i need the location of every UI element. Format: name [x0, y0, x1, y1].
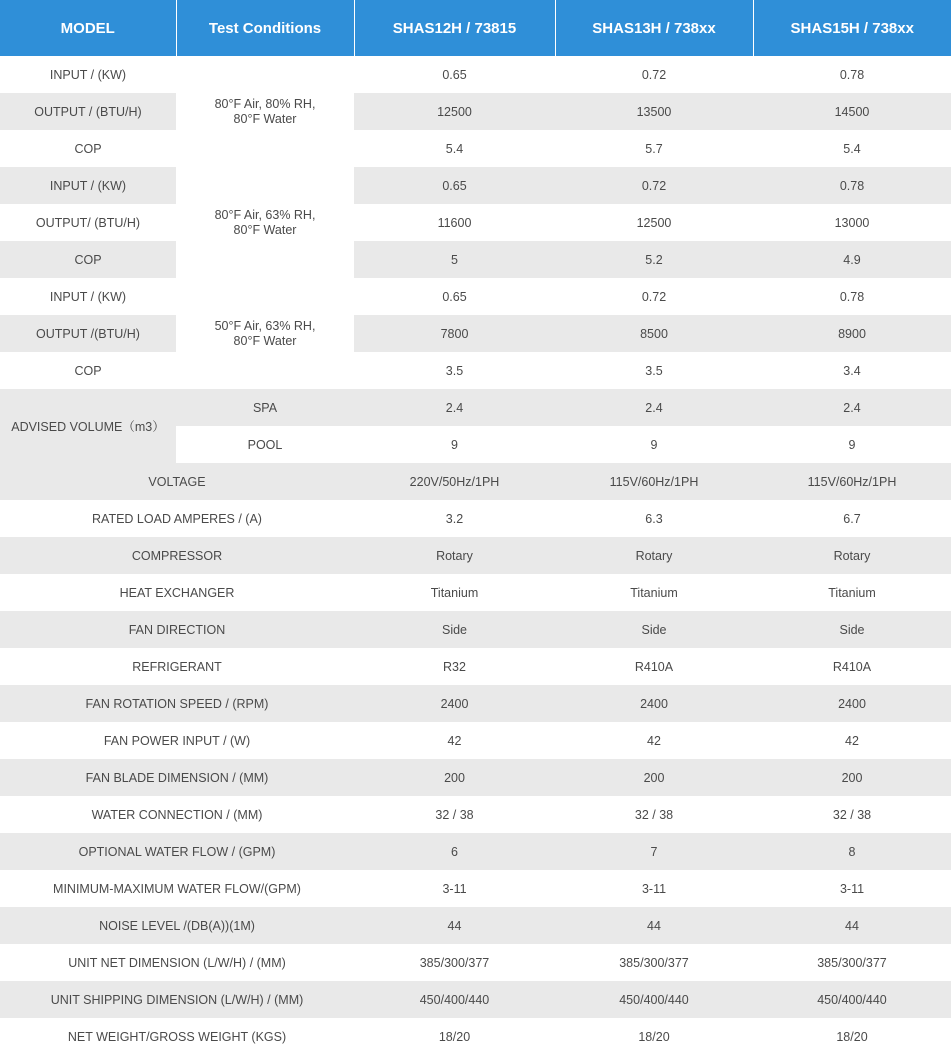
- value-cell: 2400: [354, 685, 555, 722]
- table-row: [0, 759, 951, 796]
- row-label: COP: [0, 352, 176, 389]
- value-cell: Side: [354, 611, 555, 648]
- row-label: COP: [0, 241, 176, 278]
- value-cell: 4.9: [753, 241, 951, 278]
- value-cell: 9: [354, 426, 555, 463]
- value-cell: 5.4: [354, 130, 555, 167]
- value-cell: 12500: [354, 93, 555, 130]
- value-cell: 3.2: [354, 500, 555, 537]
- table-header: [0, 0, 951, 56]
- table-row: [0, 722, 951, 759]
- value-cell: R32: [354, 648, 555, 685]
- value-cell: 115V/60Hz/1PH: [753, 463, 951, 500]
- table-row: [0, 500, 951, 537]
- value-cell: 5.2: [555, 241, 753, 278]
- row-label: WATER CONNECTION / (MM): [0, 796, 354, 833]
- table-row: [0, 833, 951, 870]
- value-cell: 44: [753, 907, 951, 944]
- table-row: [0, 574, 951, 611]
- header-model-shas15h: SHAS15H / 738xx: [753, 0, 951, 56]
- value-cell: 450/400/440: [753, 981, 951, 1018]
- value-cell: 0.72: [555, 56, 753, 93]
- row-label: FAN DIRECTION: [0, 611, 354, 648]
- table-row: [0, 1018, 951, 1055]
- value-cell: 385/300/377: [354, 944, 555, 981]
- row-label: OUTPUT /(BTU/H): [0, 315, 176, 352]
- row-label: COP: [0, 130, 176, 167]
- advised-volume-sub: SPA: [176, 389, 354, 426]
- value-cell: 18/20: [555, 1018, 753, 1055]
- value-cell: 385/300/377: [753, 944, 951, 981]
- header-test-conditions: Test Conditions: [176, 0, 354, 56]
- value-cell: 3.5: [555, 352, 753, 389]
- value-cell: 2.4: [753, 389, 951, 426]
- row-label: FAN BLADE DIMENSION / (MM): [0, 759, 354, 796]
- test-condition-line: 80°F Air, 80% RH,: [214, 96, 316, 111]
- value-cell: 3.4: [753, 352, 951, 389]
- value-cell: Side: [753, 611, 951, 648]
- row-label: FAN POWER INPUT / (W): [0, 722, 354, 759]
- value-cell: 2.4: [354, 389, 555, 426]
- value-cell: 200: [354, 759, 555, 796]
- table-row: [0, 944, 951, 981]
- value-cell: 3-11: [753, 870, 951, 907]
- value-cell: 18/20: [354, 1018, 555, 1055]
- value-cell: 42: [354, 722, 555, 759]
- value-cell: 6.7: [753, 500, 951, 537]
- table-row: [0, 870, 951, 907]
- table-row: [0, 611, 951, 648]
- value-cell: 7: [555, 833, 753, 870]
- advised-volume-label: ADVISED VOLUME（m3）: [0, 389, 176, 463]
- table-row: [0, 981, 951, 1018]
- table-row: [0, 463, 951, 500]
- test-condition-line: 80°F Water: [233, 111, 297, 126]
- row-label: HEAT EXCHANGER: [0, 574, 354, 611]
- row-label: OPTIONAL WATER FLOW / (GPM): [0, 833, 354, 870]
- value-cell: 32 / 38: [555, 796, 753, 833]
- value-cell: 42: [555, 722, 753, 759]
- value-cell: 3.5: [354, 352, 555, 389]
- value-cell: 3-11: [354, 870, 555, 907]
- value-cell: 200: [753, 759, 951, 796]
- value-cell: 9: [753, 426, 951, 463]
- table-row: [0, 56, 951, 93]
- value-cell: 0.78: [753, 56, 951, 93]
- table-row: [0, 130, 951, 167]
- row-label: OUTPUT / (BTU/H): [0, 93, 176, 130]
- value-cell: 18/20: [753, 1018, 951, 1055]
- test-condition: [176, 56, 354, 167]
- value-cell: 6: [354, 833, 555, 870]
- row-label: UNIT NET DIMENSION (L/W/H) / (MM): [0, 944, 354, 981]
- header-row: [0, 0, 951, 56]
- value-cell: 0.65: [354, 56, 555, 93]
- value-cell: 5: [354, 241, 555, 278]
- value-cell: 2.4: [555, 389, 753, 426]
- value-cell: 0.65: [354, 167, 555, 204]
- value-cell: 450/400/440: [555, 981, 753, 1018]
- value-cell: 32 / 38: [354, 796, 555, 833]
- table-row: [0, 352, 951, 389]
- value-cell: 11600: [354, 204, 555, 241]
- value-cell: 42: [753, 722, 951, 759]
- test-condition: [176, 167, 354, 278]
- value-cell: Rotary: [555, 537, 753, 574]
- row-label: NOISE LEVEL /(DB(A))(1M): [0, 907, 354, 944]
- value-cell: 0.78: [753, 278, 951, 315]
- test-condition-line: 80°F Water: [233, 333, 297, 348]
- row-label: COMPRESSOR: [0, 537, 354, 574]
- value-cell: 0.72: [555, 167, 753, 204]
- row-label: NET WEIGHT/GROSS WEIGHT (KGS): [0, 1018, 354, 1055]
- test-condition-line: 80°F Water: [233, 222, 297, 237]
- value-cell: 115V/60Hz/1PH: [555, 463, 753, 500]
- header-model-shas13h: SHAS13H / 738xx: [555, 0, 753, 56]
- test-condition-line: 80°F Air, 63% RH,: [214, 207, 316, 222]
- table-row: [0, 389, 951, 426]
- row-label: REFRIGERANT: [0, 648, 354, 685]
- value-cell: 3-11: [555, 870, 753, 907]
- value-cell: 8900: [753, 315, 951, 352]
- table-row: [0, 685, 951, 722]
- value-cell: 5.7: [555, 130, 753, 167]
- value-cell: Rotary: [354, 537, 555, 574]
- value-cell: 13500: [555, 93, 753, 130]
- value-cell: 8500: [555, 315, 753, 352]
- value-cell: Titanium: [753, 574, 951, 611]
- value-cell: 7800: [354, 315, 555, 352]
- test-condition: [176, 278, 354, 389]
- row-label: FAN ROTATION SPEED / (RPM): [0, 685, 354, 722]
- value-cell: 0.72: [555, 278, 753, 315]
- value-cell: 2400: [555, 685, 753, 722]
- table-row: [0, 278, 951, 315]
- value-cell: Titanium: [354, 574, 555, 611]
- value-cell: 0.65: [354, 278, 555, 315]
- advised-volume-sub: POOL: [176, 426, 354, 463]
- row-label: OUTPUT/ (BTU/H): [0, 204, 176, 241]
- table-row: [0, 204, 951, 241]
- value-cell: 14500: [753, 93, 951, 130]
- value-cell: 9: [555, 426, 753, 463]
- value-cell: 44: [555, 907, 753, 944]
- value-cell: 6.3: [555, 500, 753, 537]
- table-body: [0, 56, 951, 1055]
- row-label: UNIT SHIPPING DIMENSION (L/W/H) / (MM): [0, 981, 354, 1018]
- table-row: [0, 167, 951, 204]
- header-model-shas12h: SHAS12H / 73815: [354, 0, 555, 56]
- value-cell: 8: [753, 833, 951, 870]
- value-cell: 450/400/440: [354, 981, 555, 1018]
- test-condition-line: 50°F Air, 63% RH,: [214, 318, 316, 333]
- header-model: MODEL: [0, 0, 176, 56]
- table-row: [0, 648, 951, 685]
- row-label: RATED LOAD AMPERES / (A): [0, 500, 354, 537]
- table-row: [0, 241, 951, 278]
- value-cell: 2400: [753, 685, 951, 722]
- row-label: INPUT / (KW): [0, 278, 176, 315]
- table-row: [0, 907, 951, 944]
- value-cell: 5.4: [753, 130, 951, 167]
- table-row: [0, 537, 951, 574]
- value-cell: 200: [555, 759, 753, 796]
- table-row: [0, 93, 951, 130]
- value-cell: R410A: [555, 648, 753, 685]
- table-row: [0, 315, 951, 352]
- row-label: INPUT / (KW): [0, 167, 176, 204]
- value-cell: 220V/50Hz/1PH: [354, 463, 555, 500]
- value-cell: 13000: [753, 204, 951, 241]
- value-cell: 0.78: [753, 167, 951, 204]
- value-cell: Titanium: [555, 574, 753, 611]
- value-cell: R410A: [753, 648, 951, 685]
- value-cell: Side: [555, 611, 753, 648]
- value-cell: 32 / 38: [753, 796, 951, 833]
- value-cell: 12500: [555, 204, 753, 241]
- table-row: [0, 796, 951, 833]
- value-cell: Rotary: [753, 537, 951, 574]
- row-label: INPUT / (KW): [0, 56, 176, 93]
- row-label: VOLTAGE: [0, 463, 354, 500]
- row-label: MINIMUM-MAXIMUM WATER FLOW/(GPM): [0, 870, 354, 907]
- value-cell: 44: [354, 907, 555, 944]
- value-cell: 385/300/377: [555, 944, 753, 981]
